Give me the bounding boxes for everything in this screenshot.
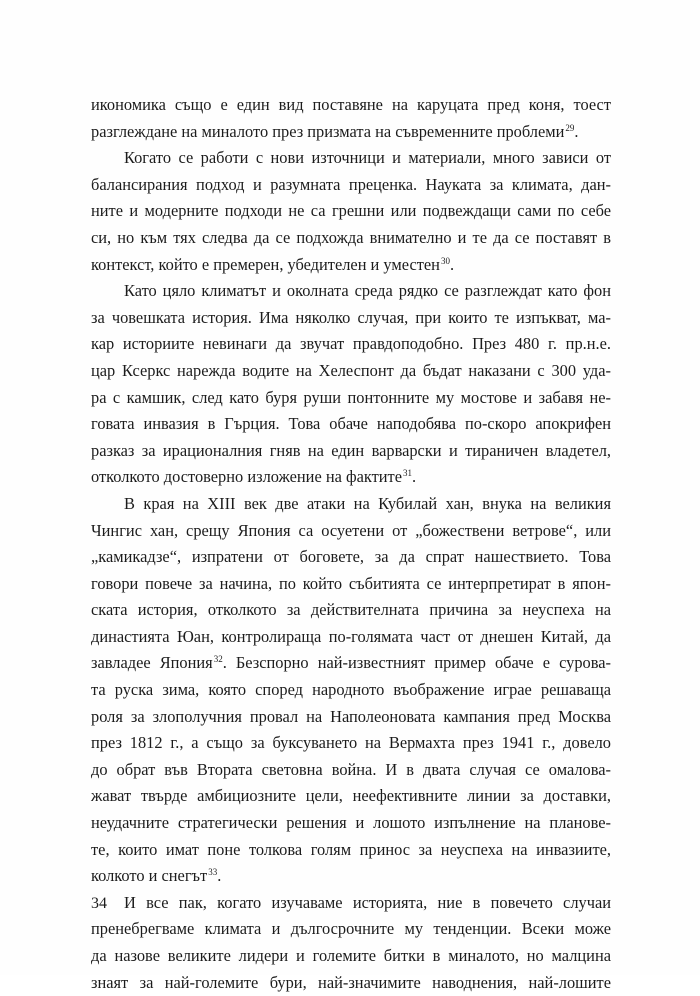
text-line (91, 278, 611, 305)
footnote-marker[interactable]: 33 (208, 867, 218, 878)
line-text: неудачните стратегически решения и лошото изпълнение на планове- (91, 813, 611, 833)
text-line (91, 411, 611, 438)
text-line (91, 252, 611, 279)
line-text: да назове великите лидери и големите битки в миналото, но малцина (91, 946, 611, 965)
text-line (91, 677, 611, 704)
line-text: през 1812 г., а също за буксуването на Вермахта през 1941 г., довело (91, 733, 611, 753)
text-line (91, 358, 611, 385)
line-text: говори повече за начина, по който събитията се интерпретират в япон- (91, 573, 611, 593)
paragraph (91, 890, 611, 996)
text-line (91, 810, 611, 837)
text-line (91, 890, 611, 917)
line-text: знаят за най-големите бури, най-значимите наводнения, най-лошите (91, 972, 611, 992)
text-line (91, 491, 611, 518)
line-text: династията Юан, контролираща по-голямата част от днешен Китай, да (91, 626, 611, 646)
paragraph (91, 92, 611, 145)
footnote-marker[interactable]: 30 (440, 255, 450, 266)
text-line (91, 597, 611, 624)
text-line (91, 943, 611, 970)
text-line (91, 172, 611, 199)
line-text: контекст, който е премерен, убедителен и уместен (91, 254, 440, 274)
text-line (91, 730, 611, 757)
line-text: разглеждане на миналото през призмата на съвременните проблеми (91, 121, 565, 141)
text-line (91, 92, 611, 119)
line-text-tail: . Безспорно най-известният пример обаче е сурова- (222, 653, 611, 673)
line-text: пренебрегваме климата и дългосрочните му тенденции. Всеки може (91, 919, 611, 939)
line-text: Когато се работи с нови източници и материали, много зависи от (124, 148, 611, 168)
text-line (91, 385, 611, 412)
line-text-tail: . (449, 254, 455, 274)
text-line (91, 624, 611, 651)
paragraph (91, 491, 611, 890)
line-text: колкото и снегът (91, 866, 208, 886)
text-line (91, 837, 611, 864)
paragraph (91, 145, 611, 278)
line-text: В края на XIII век две атаки на Кубилай хан, внука на великия (124, 493, 611, 513)
text-line (91, 704, 611, 731)
line-text: си, но към тях следва да се подхожда внимателно и те да се поставят в (91, 227, 611, 247)
line-text: разказ за ирационалния гняв на един варварски и тираничен владетел, (91, 440, 611, 460)
line-text: цар Ксеркс нарежда водите на Хелеспонт да бъдат наказани с 300 уда- (91, 360, 611, 380)
text-line (91, 305, 611, 332)
line-text-tail: . (574, 121, 579, 141)
footnote-marker[interactable]: 31 (403, 468, 412, 479)
line-text: Като цяло климатът и околната среда рядко се разглеждат като фон (124, 281, 611, 301)
line-text: те, които имат поне толкова голям принос за неуспеха на инвазиите, (91, 839, 611, 859)
line-text: ните и модерните подходи не са грешни или подвеждащи сами по себе (91, 201, 611, 221)
text-line (91, 650, 611, 677)
footnote-marker[interactable]: 32 (213, 654, 223, 665)
text-line (91, 438, 611, 465)
text-line (91, 198, 611, 225)
paragraph (91, 278, 611, 491)
line-text-tail: . (217, 866, 222, 886)
text-line (91, 571, 611, 598)
line-text: говата инвазия в Гърция. Това обаче наподобява по-скоро апокрифен (91, 414, 611, 434)
text-line (91, 863, 611, 890)
body-text (91, 92, 611, 996)
line-text: И все пак, когато изучаваме историята, ние в повечето случаи (124, 892, 611, 912)
page-number: 34 (91, 895, 107, 912)
line-text: кар историите невинаги да звучат правдоподобно. През 480 г. пр.н.е. (91, 334, 611, 354)
text-line (91, 518, 611, 545)
text-line (91, 225, 611, 252)
line-text: „камикадзе“, изпратени от боговете, за да спрат нашествието. Това (91, 547, 611, 567)
line-text: роля за злополучния провал на Наполеоновата кампания пред Москва (91, 706, 611, 726)
text-line (91, 783, 611, 810)
text-line (91, 544, 611, 571)
line-text: отколкото достоверно изложение на фактите (91, 467, 402, 487)
text-line (91, 916, 611, 943)
line-text-tail: . (412, 467, 417, 487)
footnote-marker[interactable]: 29 (565, 122, 575, 133)
line-text: ра с камшик, след като буря руши понтонните му мостове и забавя не- (91, 387, 611, 407)
text-line (91, 145, 611, 172)
text-line (91, 970, 611, 996)
text-line (91, 119, 611, 146)
text-line (91, 331, 611, 358)
line-text: балансирания подход и разумната преценка. Науката за климата, дан- (91, 174, 611, 194)
line-text: та руска зима, която според народното въображение играе решаваща (91, 680, 611, 700)
line-text: завладее Япония (91, 653, 213, 673)
line-text: до обрат във Втората световна война. И в двата случая се омалова- (91, 759, 611, 779)
line-text: жават твърде амбициозните цели, неефективните линии за доставки, (91, 786, 611, 806)
line-text: икономика също е един вид поставяне на каруцата пред коня, тоест (91, 95, 611, 114)
text-line (91, 757, 611, 784)
line-text: за човешката история. Има няколко случая, при които те изпъкват, ма- (91, 307, 611, 327)
text-line (91, 464, 611, 491)
line-text: Чингис хан, срещу Япония са осуетени от „божествени ветрове“, или (91, 520, 611, 540)
line-text: ската история, отколкото за действителната причина за неуспеха на (91, 600, 611, 620)
